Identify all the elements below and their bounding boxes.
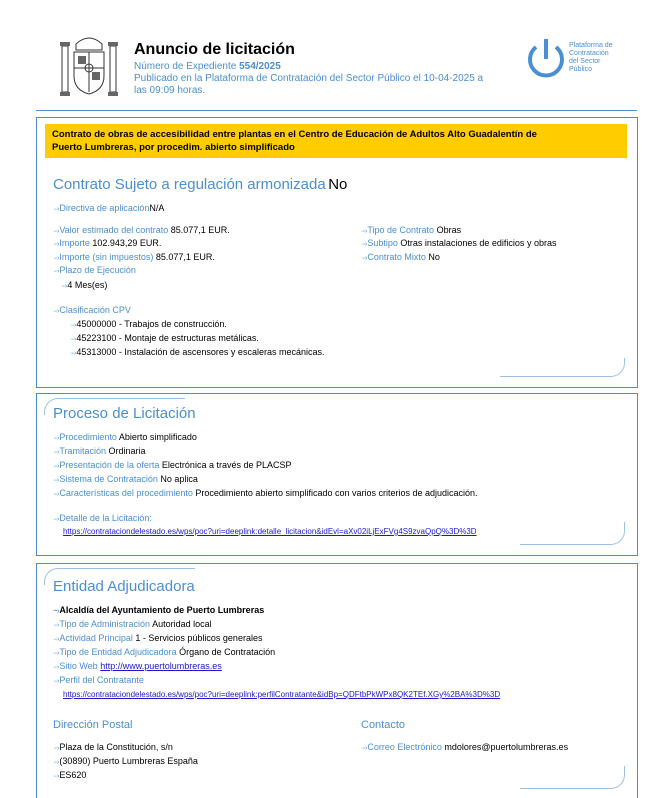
entidad-heading: Entidad Adjudicadora — [53, 578, 195, 595]
page-title: Anuncio de licitación — [134, 41, 295, 58]
arrow-icon: ···› — [53, 268, 59, 275]
arrow-icon: ···› — [361, 241, 367, 248]
plazo-value: 4 Mes(es) — [67, 280, 108, 290]
caracteristicas-row — [53, 487, 478, 501]
caracteristicas-label: Características del procedimiento — [59, 488, 193, 498]
arrow-icon: ···› — [53, 435, 59, 442]
valor-label: Valor estimado del contrato — [59, 225, 169, 235]
subtipo-row — [361, 237, 556, 251]
tipo-entidad-value: Órgano de Contratación — [179, 647, 276, 657]
cpv-text: 45223100 - Montaje de estructuras metálicas. — [76, 333, 259, 343]
perfil-label: Perfil del Contratante — [59, 675, 144, 685]
arrow-icon: ···› — [70, 322, 76, 329]
presentacion-row — [53, 459, 292, 473]
regulacion-heading-value: No — [328, 176, 348, 193]
arrow-icon: ···› — [53, 745, 59, 752]
expediente-line — [134, 61, 281, 72]
subtipo-value: Otras instalaciones de edificios y obras — [400, 238, 557, 248]
procedimiento-row — [53, 431, 197, 445]
arrow-icon: ···› — [53, 759, 59, 766]
arrow-icon: ···› — [53, 622, 59, 629]
direccion-text: (30890) Puerto Lumbreras España — [59, 756, 198, 766]
expediente-value: 554/2025 — [239, 61, 281, 72]
subtipo-label: Subtipo — [367, 238, 398, 248]
actividad-label: Actividad Principal — [59, 633, 133, 643]
banner-line-1: Contrato de obras de accesibilidad entre plantas en el Centro de Educación de Adultos Alto Guadalentín de — [52, 129, 537, 140]
arrow-icon: ···› — [53, 773, 59, 780]
corner-decoration — [500, 358, 625, 377]
arrow-icon: ···› — [53, 308, 59, 315]
importe-label: Importe — [59, 238, 90, 248]
arrow-icon: ···› — [361, 255, 367, 262]
cpv-text: 45000000 - Trabajos de construcción. — [76, 319, 227, 329]
directiva-value: N/A — [149, 203, 165, 213]
platform-logo-line: Plataforma de — [569, 42, 613, 49]
tipo-label: Tipo de Contrato — [367, 225, 435, 235]
presentacion-label: Presentación de la oferta — [59, 460, 160, 470]
sistema-label: Sistema de Contratación — [59, 474, 158, 484]
platform-logo-line: Contratación — [569, 50, 609, 57]
importe-sin-label: Importe (sin impuestos) — [59, 252, 154, 262]
regulacion-heading — [53, 176, 347, 193]
sitio-link[interactable]: http://www.puertolumbreras.es — [100, 661, 222, 671]
direccion-line — [53, 755, 198, 769]
contract-title-banner — [45, 124, 627, 158]
platform-logo-line: Público — [569, 66, 592, 73]
arrow-icon: ···› — [53, 636, 59, 643]
arrow-icon: ···› — [53, 516, 59, 523]
platform-power-icon — [526, 37, 566, 83]
mixto-label: Contrato Mixto — [367, 252, 426, 262]
direccion-heading: Dirección Postal — [53, 719, 133, 731]
sistema-value: No aplica — [160, 474, 198, 484]
arrow-icon: ···› — [53, 678, 59, 685]
mixto-row — [361, 251, 440, 265]
caracteristicas-value: Procedimiento abierto simplificado con varios criterios de adjudicación. — [195, 488, 478, 498]
plazo-row — [53, 264, 136, 278]
cpv-row — [53, 304, 131, 318]
arrow-icon: ···› — [361, 228, 367, 235]
corner-decoration — [520, 522, 625, 545]
perfil-row — [53, 674, 144, 688]
arrow-icon: ···› — [53, 650, 59, 657]
arrow-icon: ···› — [53, 491, 59, 498]
arrow-icon: ···› — [70, 336, 76, 343]
arrow-icon: ···› — [61, 283, 67, 290]
correo-value[interactable]: mdolores@puertolumbreras.es — [444, 742, 569, 752]
corner-decoration — [520, 766, 625, 789]
arrow-icon: ···› — [53, 477, 59, 484]
direccion-text: Plaza de la Constitución, s/n — [59, 742, 173, 752]
perfil-link-row — [63, 688, 500, 701]
entidad-name-row — [53, 604, 264, 618]
cpv-item — [70, 332, 259, 346]
presentacion-value: Electrónica a través de PLACSP — [161, 460, 292, 470]
arrow-icon: ···› — [53, 255, 59, 262]
banner-line-2: Puerto Lumbreras, por procedim. abierto simplificado — [52, 142, 295, 153]
arrow-icon: ···› — [53, 608, 59, 615]
tramitacion-row — [53, 445, 146, 459]
detalle-link-row — [63, 525, 477, 538]
correo-row — [361, 741, 568, 755]
arrow-icon: ···› — [53, 241, 59, 248]
platform-logo-text — [569, 42, 613, 74]
actividad-value: 1 - Servicios públicos generales — [135, 633, 263, 643]
tipo-row — [361, 224, 461, 238]
sitio-label: Sitio Web — [59, 661, 98, 671]
plazo-label: Plazo de Ejecución — [59, 265, 136, 275]
arrow-icon: ···› — [53, 463, 59, 470]
proceso-heading: Proceso de Licitación — [53, 405, 196, 422]
arrow-icon: ···› — [70, 350, 76, 357]
valor-value: 85.077,1 EUR. — [170, 225, 230, 235]
correo-label: Correo Electrónico — [367, 742, 442, 752]
arrow-icon: ···› — [53, 664, 59, 671]
actividad-row — [53, 632, 262, 646]
tipo-entidad-row — [53, 646, 275, 660]
sistema-row — [53, 473, 198, 487]
plazo-value-row — [61, 279, 107, 293]
cpv-item — [70, 318, 227, 332]
entidad-name: Alcaldía del Ayuntamiento de Puerto Lumbreras — [59, 605, 265, 615]
tramitacion-value: Ordinaria — [108, 446, 146, 456]
detalle-row — [53, 512, 152, 526]
contacto-heading: Contacto — [361, 719, 406, 731]
tipo-admin-value: Autoridad local — [152, 619, 212, 629]
direccion-line — [53, 741, 173, 755]
tramitacion-label: Tramitación — [59, 446, 107, 456]
cpv-item — [70, 346, 324, 360]
regulacion-heading-label: Contrato Sujeto a regulación armonizada — [53, 176, 326, 193]
arrow-icon: ···› — [53, 449, 59, 456]
importe-sin-row — [53, 251, 215, 265]
tipo-admin-label: Tipo de Administración — [59, 619, 151, 629]
perfil-link[interactable]: https://contrataciondelestado.es/wps/poc?uri=deeplink:perfilContratante&idBp=QDFtbPkWPx8QK2TEf.XGy%2BA%3D%3D — [63, 690, 501, 699]
cpv-text: 45313000 - Instalación de ascensores y escaleras mecánicas. — [76, 347, 325, 357]
arrow-icon: ···› — [53, 206, 59, 213]
platform-logo-line: del Sector — [569, 58, 601, 65]
sitio-row — [53, 660, 222, 674]
valor-row — [53, 224, 230, 238]
procedimiento-value: Abierto simplificado — [118, 432, 197, 442]
coat-of-arms-logo — [58, 32, 120, 100]
tipo-admin-row — [53, 618, 212, 632]
tipo-value: Obras — [436, 225, 462, 235]
published-line-1: Publicado en la Plataforma de Contratación del Sector Público el 10-04-2025 a — [134, 73, 484, 84]
direccion-line — [53, 769, 86, 783]
arrow-icon: ···› — [53, 228, 59, 235]
importe-row — [53, 237, 161, 251]
tipo-entidad-label: Tipo de Entidad Adjudicadora — [59, 647, 177, 657]
cpv-label: Clasificación CPV — [59, 305, 131, 315]
directiva-label: Directiva de aplicación — [59, 203, 150, 213]
arrow-icon: ···› — [361, 745, 367, 752]
published-line-2: las 09:09 horas. — [134, 85, 206, 96]
importe-sin-value: 85.077,1 EUR. — [155, 252, 215, 262]
detalle-label: Detalle de la Licitación: — [59, 513, 152, 523]
importe-value: 102.943,29 EUR. — [92, 238, 162, 248]
expediente-label: Número de Expediente — [134, 61, 237, 72]
header-divider — [36, 110, 637, 111]
procedimiento-label: Procedimiento — [59, 432, 117, 442]
direccion-text: ES620 — [59, 770, 87, 780]
mixto-value: No — [428, 252, 440, 262]
detalle-link[interactable]: https://contrataciondelestado.es/wps/poc?uri=deeplink:detalle_licitacion&idEvl=aXv02iLjExFVg4S9zvaQpQ%3D%3D — [63, 527, 477, 536]
directiva-row — [53, 202, 164, 216]
